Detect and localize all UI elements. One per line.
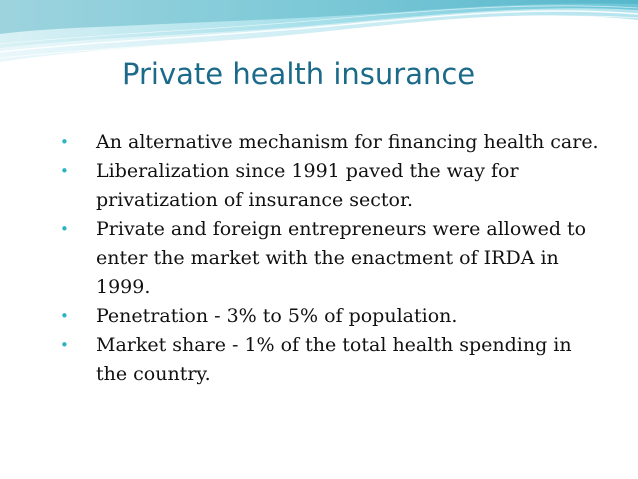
bullet-item [60,157,605,215]
bullet-text: Private and foreign entrepreneurs were allowed to enter the market with the enactment of IRDA in 1999. [96,218,587,298]
bullet-dot-icon: • [60,307,69,325]
bullet-dot-icon: • [60,220,69,238]
bullet-text: An alternative mechanism for financing health care. [96,131,599,153]
bullet-item [60,128,605,157]
bullet-dot-icon: • [60,162,69,180]
bullet-list [60,128,605,389]
bullet-text: Penetration - 3% to 5% of population. [96,305,458,327]
bullet-item [60,302,605,331]
slide-title: Private health insurance [122,57,476,91]
bullet-dot-icon: • [60,336,69,354]
bullet-item [60,331,605,389]
bullet-item [60,215,605,302]
bullet-text: Market share - 1% of the total health spending in the country. [96,334,572,385]
bullet-dot-icon: • [60,133,69,151]
bullet-text: Liberalization since 1991 paved the way for privatization of insurance sector. [96,160,519,211]
